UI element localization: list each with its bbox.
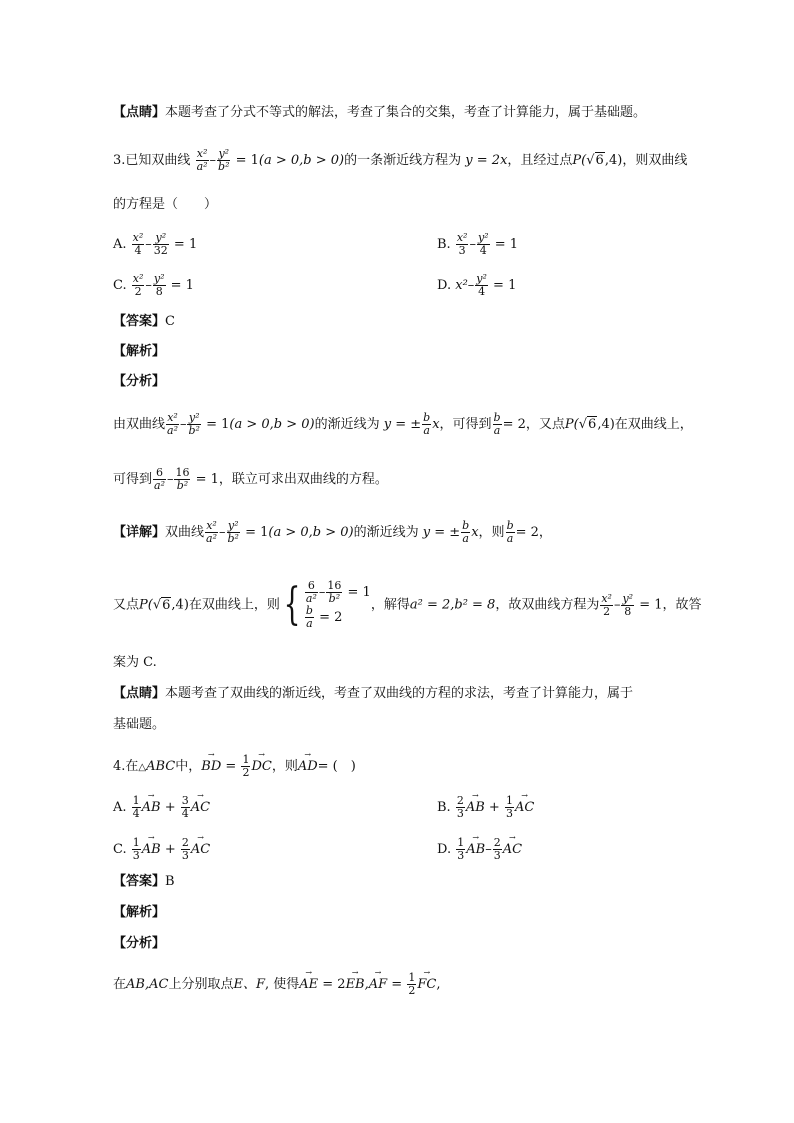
q3-detail-line-1: 【详解】双曲线 $\frac{\text{x²}}{\text{a²}}$ – $\frac{\text{y²}}{\text{b²}}$ = 1(a > 0,b > 0)的渐近线为 y = ± $\frac{b}{a}$ x，则 $\frac{b}{a}$ = 2， [113,519,552,545]
q3-condition: (a > 0,b > 0) [258,153,345,168]
q3-answer: C [165,314,175,329]
dianjing-tag: 【点睛】 [113,105,166,120]
q3-jiexi: 【解析】 [113,344,166,359]
q3-answer-line: 【答案】C [113,314,175,329]
q4-answer-line: 【答案】B [113,874,175,889]
q4-option-b: B. $\frac{2}{3}$ → AB + $\frac{1}{3}$ → AC [437,795,534,820]
q3-option-a: A. $\frac{\text{x²}}{4}$ – $\frac{\text{y²}}{32}$ = 1 [113,231,198,257]
q3-point-prefix: P( [572,153,587,168]
q3-analysis-line-2: 可得到 $\frac{6}{\text{a²}}$ – $\frac{16}{\text{b²}}$ = 1，联立可求出双曲线的方程。 [113,466,388,492]
q4-option-a: A. $\frac{1}{4}$ → AB + $\frac{3}{4}$ → AC [113,795,210,820]
q3-stem-line: 3.已知双曲线 $\frac{\text{x²}}{\text{a²}}$ – $\frac{\text{y²}}{\text{b²}}$ = 1(a > 0,b > 0)的一条渐近线方程为 y = 2x，且经过点P(√6,4)，则双曲线 [113,147,688,173]
q4-option-d: D. $\frac{1}{3}$ → AB– $\frac{2}{3}$ → AC [437,837,522,862]
q3-text-4: ，则双曲线 [622,153,688,168]
q3-analysis-line-1: 由双曲线 $\frac{\text{x²}}{\text{a²}}$ – $\frac{\text{y²}}{\text{b²}}$ = 1(a > 0,b > 0)的渐近线为 y = ± $\frac{b}{a}$ x，可得到 $\frac{b}{a}$ = 2，又点P(√6,4)在双曲线上， [113,411,693,437]
q4-stem-line: 4.在△ABC中，→ BD = $\frac{1}{2}$ → DC，则→ AD= ( ) [113,754,356,779]
frac-x2-a2: $\frac{\text{x²}}{\text{a²}}$ [196,147,208,173]
q3-dianjing-line-1: 【点睛】本题考查了双曲线的渐近线，考查了双曲线的方程的求法，考查了计算能力，属于 [113,686,634,701]
q4-answer: B [165,874,175,889]
q3-asymptote: y = 2x [465,153,508,168]
q4-analysis-line: 在AB,AC上分别取点E、F, 使得→ AE = 2→ EB,→ AF = $\frac{1}{2}$ → FC, [113,972,440,997]
q4-fenxi: 【分析】 [113,936,166,951]
frac-y2-b2: $\frac{\text{y²}}{\text{b²}}$ [218,147,230,173]
q4-option-c: C. $\frac{1}{3}$ → AB + $\frac{2}{3}$ → AC [113,837,210,862]
q3-number: 3. [113,153,126,168]
q3-option-d: D. x²– $\frac{\text{y²}}{4}$ = 1 [437,272,517,298]
dianjing-line-1 [113,106,646,119]
q3-text-5: 的方程是（ ） [113,197,218,212]
q3-text-3: ，且经过点 [507,153,573,168]
q3-dianjing-line-2: 基础题。 [113,717,166,732]
q3-stem-line-2 [113,198,217,211]
q3-fenxi: 【分析】 [113,374,166,389]
q4-jiexi: 【解析】 [113,905,166,920]
dianjing-text: 本题考查了分式不等式的解法，考查了集合的交集，考查了计算能力，属于基础题。 [165,105,647,120]
q3-option-c: C. $\frac{\text{x²}}{2}$ – $\frac{\text{y²}}{8}$ = 1 [113,272,194,298]
q3-detail-line-2: 又点P(√6,4)在双曲线上，则{ $\frac{6}{\text{a²}}$ – $\frac{16}{\text{b²}}$ = 1 $\frac{b}{a}$ = 2 ，解得a² = 2,b² = 8，故双曲线方程为 $\frac{\text{x²}}{2}$ – $\frac{\text{y²}}{8}$ = 1，故答 [113,579,702,630]
q3-text-1: 已知双曲线 [125,153,191,168]
q3-option-b: B. $\frac{\text{x²}}{3}$ – $\frac{\text{y²}}{4}$ = 1 [437,231,519,257]
q3-text-2: 的一条渐近线方程为 [344,153,462,168]
q3-detail-line-3: 案为 C. [113,655,157,670]
